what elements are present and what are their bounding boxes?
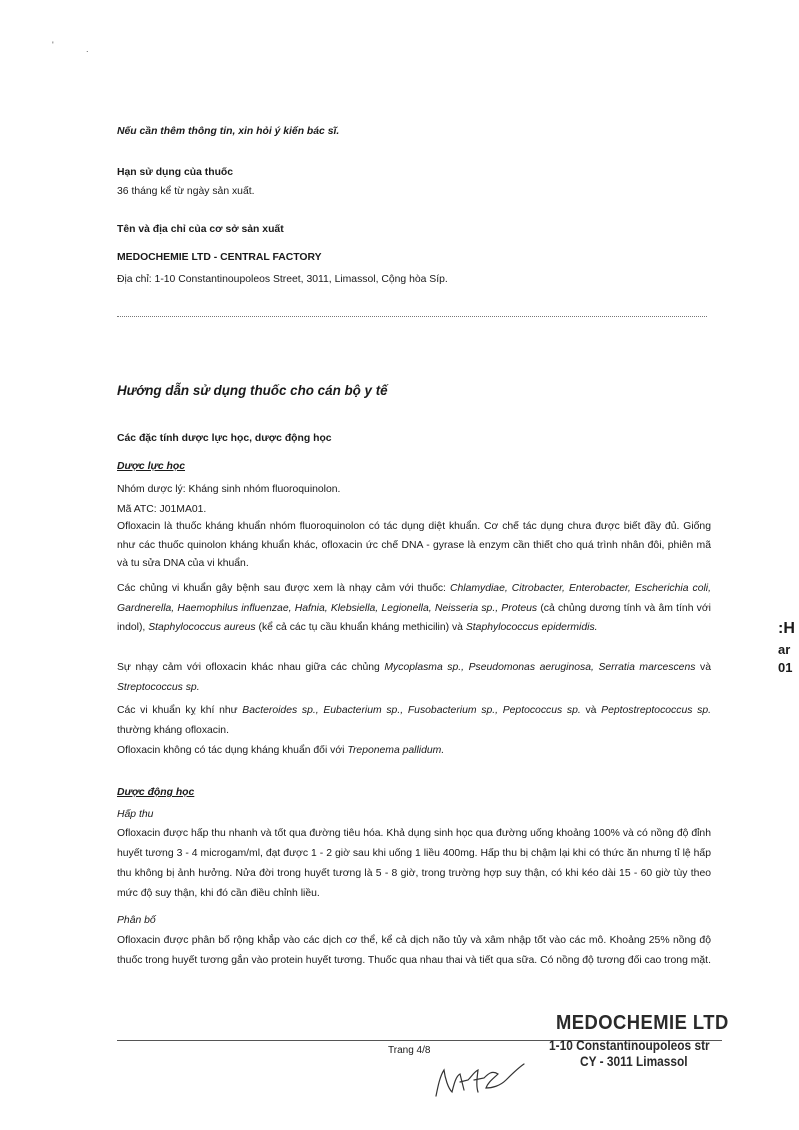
company-stamp-city: CY - 3011 Limassol (580, 1053, 688, 1069)
properties-heading: Các đặc tính dược lực học, dược động học (117, 433, 332, 444)
distribution-heading: Phân bố (117, 915, 156, 926)
edge-fragment: ar (778, 642, 791, 657)
dotted-separator (117, 316, 707, 317)
manufacturer-heading: Tên và địa chỉ của cơ sở sản xuất (117, 224, 284, 235)
absorption-paragraph: Ofloxacin được hấp thu nhanh và tốt qua đường tiêu hóa. Khả dụng sinh học qua đường uống khoảng 100% và có nồng độ đỉnh huyết tương 3 - 4 microgam/ml, đạt được 1 - 2 giờ sau khi uống 1 liều 400mg. Hấp thu bị chậm lại khi có thức ăn nhưng tỉ lệ hấp thu không bị ảnh hưởng. Nửa đời trong huyết tương là 5 - 8 giờ, trong trường hợp suy thận, có khi kéo dài 15 - 60 giờ tùy theo mức độ suy thận, khi đó cần điều chỉnh liều. (117, 828, 711, 899)
atc-code: Mã ATC: J01MA01. (117, 504, 207, 515)
shelf-life-heading: Hạn sử dụng của thuốc (117, 167, 234, 178)
edge-fragment: 01 (778, 660, 793, 675)
company-stamp-address: 1-10 Constantinoupoleos str (549, 1037, 710, 1053)
page-number: Trang 4/8 (388, 1045, 431, 1056)
pharmacodynamics-heading: Dược lực học (117, 461, 186, 472)
section-title: Hướng dẫn sử dụng thuốc cho cán bộ y tế (117, 383, 388, 398)
company-stamp-name: MEDOCHEMIE LTD (556, 1012, 729, 1034)
ask-doctor-note: Nếu cần thêm thông tin, xin hỏi ý kiến bác sĩ. (117, 126, 340, 137)
sensitive-strains-paragraph: Các chủng vi khuẩn gây bệnh sau được xem là nhạy cảm với thuốc: Chlamydiae, Citrobacter, Enterobacter, Escherichia coli, Gardnerella, Haemophilus influenzae, Hafnia, Klebsiella, Legionella, Neisseria sp., Proteus (cả chủng dương tính và âm tính với indol), Staphylococcus aureus (kể cả các tụ cầu khuẩn kháng methicilin) và Staphylococcus epidermidis. (117, 583, 712, 633)
anaerobes-paragraph: Các vi khuẩn kỵ khí như Bacteroides sp., Eubacterium sp., Fusobacterium sp., Peptococcus sp. và Peptostreptococcus sp. thường kháng ofloxacin. (117, 705, 711, 736)
distribution-paragraph: Ofloxacin được phân bố rộng khắp vào các dịch cơ thể, kể cả dịch não tủy và xâm nhập tốt vào các mô. Khoảng 25% nồng độ thuốc trong huyết tương gắn vào protein huyết tương. Thuốc qua nhau thai và tiết qua sữa. Có nồng độ tương đối cao trong mặt. (117, 935, 711, 966)
manufacturer-name: MEDOCHEMIE LTD - CENTRAL FACTORY (117, 252, 322, 263)
manufacturer-address: Địa chỉ: 1-10 Constantinoupoleos Street, 3011, Limassol, Cộng hòa Síp. (117, 274, 448, 285)
mechanism-paragraph: Ofloxacin là thuốc kháng khuẩn nhóm fluoroquinolon có tác dụng diệt khuẩn. Cơ chế tác dụng chưa được biết đầy đủ. Giống như các thuốc quinolon kháng khuẩn khác, ofloxacin ức chế DNA - gyrase là enzym cần thiết cho quá trình nhân đôi, phiên mã và tu sửa DNA của vi khuẩn. (117, 521, 711, 569)
edge-fragment: :H (778, 620, 795, 637)
signature (430, 1056, 530, 1106)
scan-mark: ' (52, 40, 54, 50)
shelf-life-text: 36 tháng kể từ ngày sản xuất. (117, 186, 255, 197)
treponema-paragraph: Ofloxacin không có tác dụng kháng khuẩn đối với Treponema pallidum. (117, 745, 445, 756)
absorption-heading: Hấp thu (117, 809, 154, 820)
scan-mark: . (86, 44, 89, 54)
variable-sensitivity-paragraph: Sự nhạy cảm với ofloxacin khác nhau giữa các chủng Mycoplasma sp., Pseudomonas aeruginosa, Serratia marcescens và Streptococcus sp. (117, 662, 711, 693)
pharmacokinetics-heading: Dược động học (117, 787, 195, 798)
pharmacological-group: Nhóm dược lý: Kháng sinh nhóm fluoroquinolon. (117, 484, 341, 495)
